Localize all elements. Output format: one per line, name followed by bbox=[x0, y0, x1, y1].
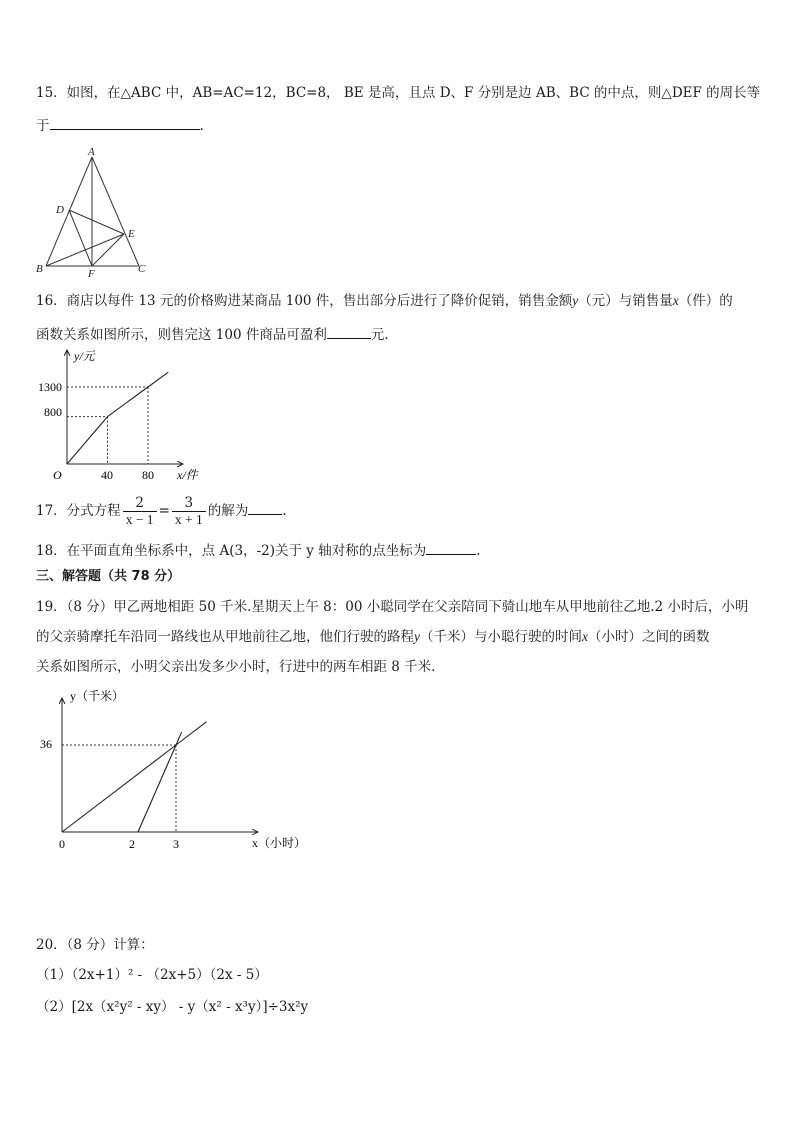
q19-y-label: y（千米） bbox=[70, 689, 125, 703]
q15-suffix: . bbox=[199, 118, 204, 134]
q16-text-c: （件）的 bbox=[678, 293, 733, 309]
label-b: B bbox=[36, 263, 43, 275]
q17-equals: = bbox=[158, 503, 170, 519]
q16-text-b: （元）与销售量 bbox=[578, 293, 673, 309]
section-title-text: 三、解答题（共 78 分） bbox=[36, 569, 181, 584]
q16-y-tick-1300: 1300 bbox=[38, 380, 62, 394]
q19-x-tick-2: 2 bbox=[129, 837, 135, 851]
q17-frac2-denominator: x + 1 bbox=[172, 511, 206, 528]
q19-text-3: 关系如图所示，小明父亲出发多少小时，行进中的两车相距 8 千米. bbox=[36, 659, 436, 675]
q15-prefix: 于 bbox=[36, 118, 50, 134]
q16-x-tick-80: 80 bbox=[142, 468, 154, 482]
q16-text-e: 元． bbox=[370, 327, 398, 343]
q19-text-2a: 的父亲骑摩托车沿同一路线也从甲地前往乙地，他们行驶的路程 bbox=[36, 629, 414, 645]
label-e: E bbox=[128, 228, 135, 240]
label-a: A bbox=[88, 146, 95, 158]
q19-text-1: 19．（8 分）甲乙两地相距 50 千米.星期天上午 8：00 小聪同学在父亲陪同下骑山地车从甲地前往乙地.2 小时后，小明 bbox=[36, 599, 749, 615]
q18-end: . bbox=[476, 543, 481, 559]
q16-x-label: x/件 bbox=[177, 468, 198, 482]
q16-x-tick-40: 40 bbox=[101, 468, 113, 482]
q19-x-label: x（小时） bbox=[252, 836, 307, 850]
q20-item1 bbox=[36, 966, 268, 984]
q17-frac1-denominator: x − 1 bbox=[123, 511, 157, 528]
q16-y-label: y/元 bbox=[74, 349, 95, 363]
q20-item2-text: （2）[2x（x²y² - xy） - y（x² - x³y）]÷3x²y bbox=[36, 999, 309, 1015]
q17-prefix: 17．分式方程 bbox=[36, 503, 121, 519]
q16-var-x: x bbox=[672, 293, 679, 308]
q18-text: 18．在平面直角坐标系中，点 A(3，-2)关于 y 轴对称的点坐标为 bbox=[36, 543, 427, 559]
q19-text-2c: （小时）之间的函数 bbox=[588, 629, 710, 645]
q20-item2 bbox=[36, 998, 308, 1016]
q16-text-d: 函数关系如图所示，则售完这 100 件商品可盈利 bbox=[36, 327, 327, 343]
q16-y-tick-800: 800 bbox=[44, 405, 62, 419]
q19-series-0-segment-0 bbox=[62, 745, 176, 832]
q17-frac2-numerator: 3 bbox=[184, 495, 194, 511]
q20-title-text: 20．（8 分）计算： bbox=[36, 937, 154, 953]
q17-end: . bbox=[282, 503, 287, 519]
q15-text: 15．如图，在△ABC 中，AB=AC=12，BC=8， BE 是高，且点 D、F 分别是边 AB、BC 的中点，则△DEF 的周长等 bbox=[36, 85, 761, 101]
q19-x-tick-3: 3 bbox=[173, 837, 179, 851]
q16-text-a: 16．商店以每件 13 元的价格购进某商品 100 件，售出部分后进行了降价促销，销售金额 bbox=[36, 293, 573, 309]
q19-y-tick-36: 36 bbox=[40, 737, 52, 751]
q17-frac1-numerator: 2 bbox=[135, 495, 144, 511]
label-c: C bbox=[138, 263, 146, 275]
q19-var-x: x bbox=[582, 629, 588, 644]
q19-text-2b: （千米）与小聪行驶的时间 bbox=[420, 629, 582, 645]
q16-var-y: y bbox=[572, 293, 579, 308]
q20-title bbox=[36, 936, 154, 954]
q19-origin-label: 0 bbox=[59, 837, 65, 851]
label-f: F bbox=[88, 268, 95, 280]
q16-origin-label: O bbox=[53, 468, 62, 482]
q19-series-1-segment-0 bbox=[138, 745, 176, 832]
q20-item1-text: （1）（2x+1）² - （2x+5）（2x - 5） bbox=[36, 967, 268, 983]
label-d: D bbox=[56, 204, 64, 216]
q19-var-y: y bbox=[414, 629, 420, 644]
q17-suffix: 的解为 bbox=[207, 503, 249, 519]
